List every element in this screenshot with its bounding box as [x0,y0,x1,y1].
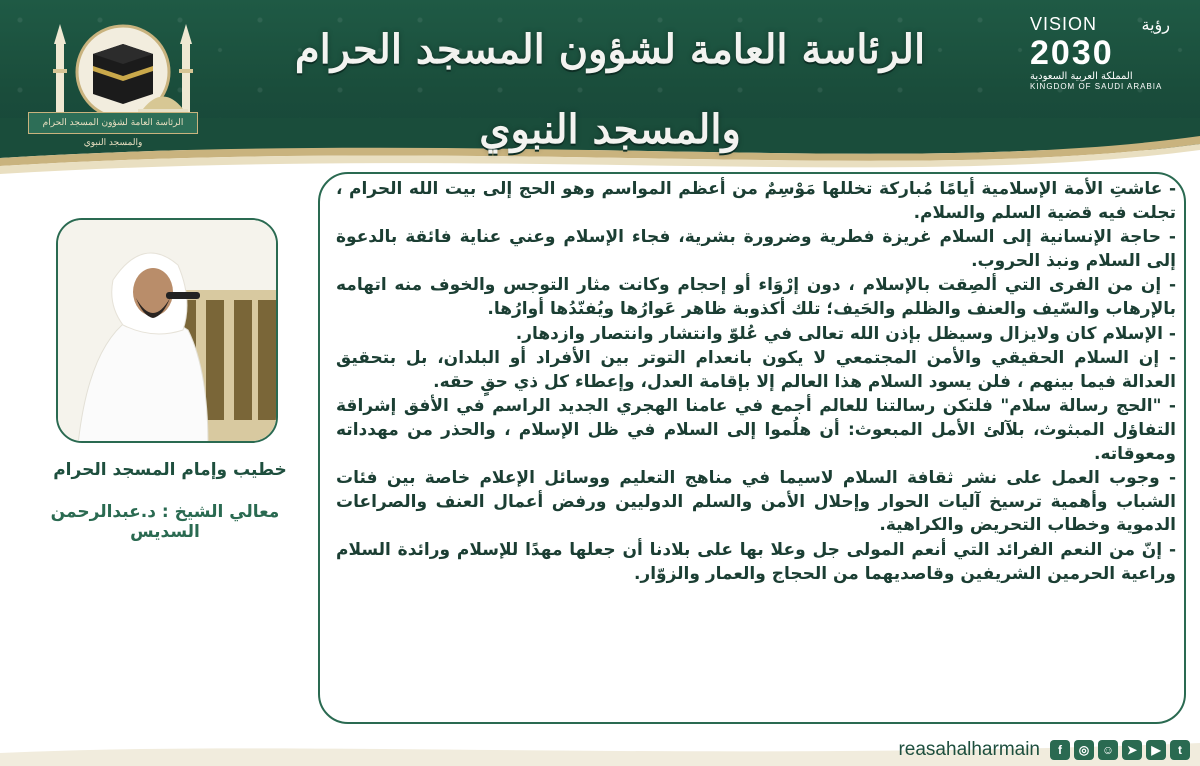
instagram-icon[interactable]: ◎ [1074,740,1094,760]
snapchat-icon[interactable]: ☺ [1098,740,1118,760]
telegram-icon[interactable]: ➤ [1122,740,1142,760]
statement-text [336,178,1176,708]
social-handle[interactable]: reasahalharmain [898,739,1040,760]
social-links [898,738,1190,762]
twitter-icon[interactable]: t [1170,740,1190,760]
statement-paragraph: - إن من الفرى التي ألصِقت بالإسلام ، دون إرْوَاء أو إحجام وكانت مثار التوجس والخوف منه اتهامه بالإرهاب والسّيف والعنف والظلم والحَيف؛ تلك أكذوبة ظاهر عَوارُها ويُفنّدُها أوارُها. [336,275,1176,319]
speaker-name: معالي الشيخ : د.عبدالرحمن السديس [50,502,280,542]
speaker-role: خطيب وإمام المسجد الحرام [53,460,287,480]
vision-label-en: VISION [1030,14,1098,34]
vision-year: 2030 [1030,34,1114,72]
statement-paragraph: - "الحج رسالة سلام" فلتكن رسالتنا للعالم أجمع في عامنا الهجري الجديد الراسم في الأفق إشراقة التفاؤل المبثوث، بلآلئ الأمل المبعوث: أن هلُموا إلى السلام في ظل الإسلام ، والحذر من مهدداته ومعوقاته. [336,396,1176,464]
vision-kingdom-ar: المملكة العربية السعودية [1030,71,1133,82]
emblem-caption: الرئاسة العامة لشؤون المسجد الحرام والمسجد النبوي [28,112,198,134]
statement-paragraph: - وجوب العمل على نشر ثقافة السلام لاسيما في مناهج التعليم ووسائل الإعلام خاصة بين فئات الشباب وأهمية ترسيخ آليات الحوار وإحلال الأمن والسلم الدوليين ورفض أعمال العنف والصراعات الدموية وخطاب التحريض والكراهية. [336,468,1176,536]
vision-label-ar: رؤية [1141,17,1170,34]
facebook-icon[interactable]: f [1050,740,1070,760]
speaker-photo [58,220,278,443]
page-title: الرئاسة العامة لشؤون المسجد الحرام والمسجد النبوي [294,26,926,153]
statement-paragraph: - الإسلام كان ولايزال وسيظل بإذن الله تعالى في عُلوّ وانتشار وانتصار وازدهار. [515,323,1176,344]
statement-paragraph: - إنّ من النعم الفرائد التي أنعم المولى جل وعلا بها على بلادنا أن جعلها مهدًا للإسلام ورائدة السلام وراعية الحرمين الشريفين وقاصديهما من الحجاج والعمار والزوّار. [336,539,1176,584]
vision-2030-logo [1030,14,1170,94]
speaker-portrait [56,218,278,443]
statement-paragraph: - إن السلام الحقيقي والأمن المجتمعي لا يكون بانعدام التوتر بين الأفراد أو البلدان، بل بتحقيق العدالة فيما بينهم ، فلن يسود السلام هذا العالم إلا بإقامة العدل، وإعطاء كل ذي حقٍ حقه. [336,348,1176,392]
youtube-icon[interactable]: ▶ [1146,740,1166,760]
statement-paragraph: - عاشتِ الأمة الإسلامية أيامًا مُباركة تخللها مَوْسِمٌ من أعظم المواسم وهو الحج إلى بيت الله الحرام ، تجلت فيه قضية السلم والسلام. [336,179,1176,223]
vision-kingdom-en: KINGDOM OF SAUDI ARABIA [1030,82,1163,91]
statement-paragraph: - حاجة الإنسانية إلى السلام غريزة فطرية وضرورة بشرية، فجاء الإسلام وعني عناية فائقة بالدعوة إلى السلام ونبذ الحروب. [336,227,1176,271]
